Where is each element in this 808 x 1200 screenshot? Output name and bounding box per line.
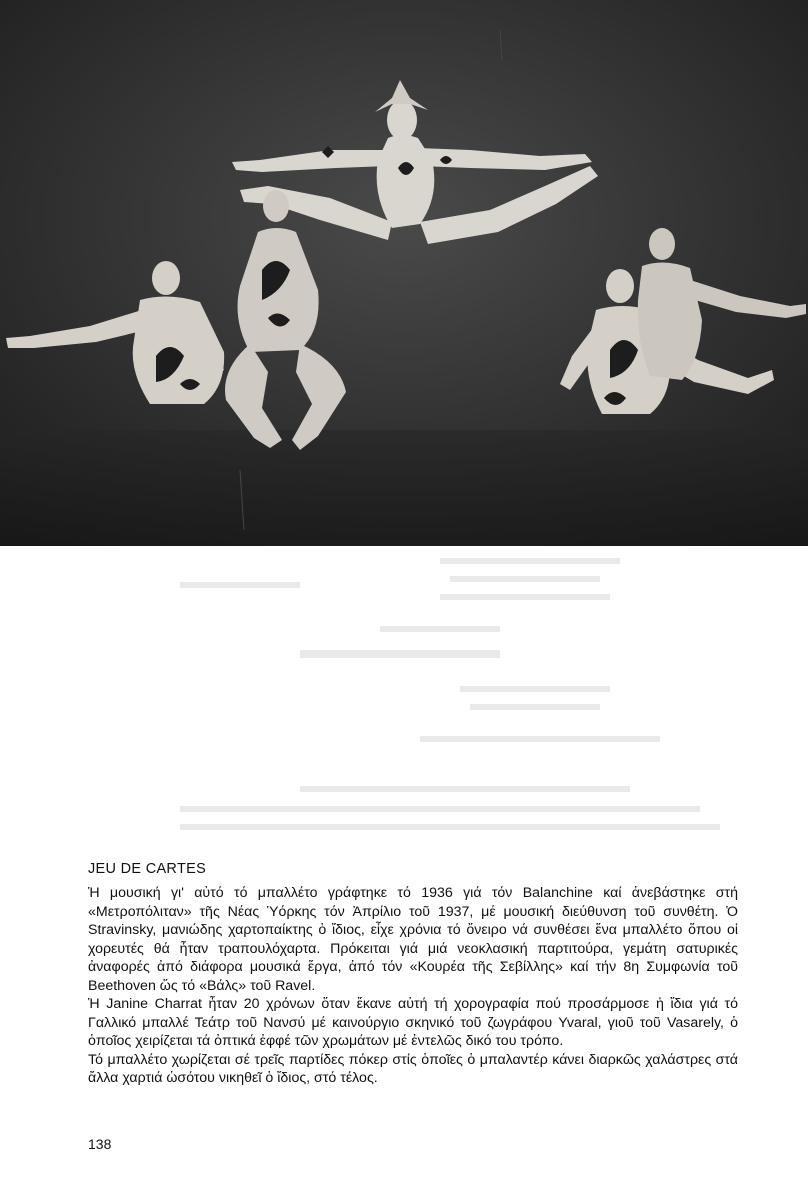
- paragraph-3: Τό μπαλλέτο χωρίζεται σέ τρεῖς παρτίδες πόκερ στίς ὁποῖες ὁ μπαλαντέρ κάνει διαρκῶς χαλάστρες στά ἄλλα χαρτιά ὡσότου νικηθεῖ ὁ ἴδιος, στό τέλος.: [88, 1051, 738, 1086]
- page-title: JEU DE CARTES: [88, 861, 207, 877]
- show-through-texture: [0, 546, 808, 846]
- page-number: 138: [88, 1136, 112, 1152]
- ballet-photo: [0, 0, 808, 546]
- paragraph-1: Ἡ μουσική γι' αὐτό τό μπαλλέτο γράφτηκε τό 1936 γιά τόν Balanchine καί ἀνεβάστηκε στή «Μετροπόλιταν» τῆς Νέας Ὑόρκης τόν Ἀπρίλιο τοῦ 1937, μέ μουσική διεύθυνση τοῦ συνθέτη. Ὁ Stravinsky, μανιώδης χαρτοπαίκτης ὁ ἴδιος, εἶχε χρόνια τό ὄνειρο νά συνθέσει ἕνα μπαλλέτο ὅπου οἱ χορευτές θά ἦταν τραπουλόχαρτα. Πρόκειται γιά μιά νεοκλασική παρτιτούρα, γεμάτη σατυρικές ἀναφορές ἀπό διάφορα μουσικά ἔργα, ἀπό τόν «Κουρέα τῆς Σεβίλλης» καί τήν 8η Συμφωνία τοῦ Beethoven ὥς τό «Βάλς» τοῦ Ravel.: [88, 885, 738, 994]
- paragraph-2: Ἡ Janine Charrat ἦταν 20 χρόνων ὅταν ἔκανε αὐτή τή χορογραφία πού προσάρμοσε ἡ ἴδια γιά τό Γαλλικό μπαλλέ Τεάτρ τοῦ Νανσύ μέ καινούργιο σκηνικό τοῦ ζωγράφου Yvaral, γιοῦ τοῦ Vasarely, ὁ ὁποῖος χειρίζεται τά ὀπτικά ἐφφέ τῶν χρωμάτων μέ ἐντελῶς δικό του τρόπο.: [88, 996, 738, 1049]
- ballet-dancers-photo-icon: [0, 0, 808, 546]
- article-body: [88, 884, 738, 1088]
